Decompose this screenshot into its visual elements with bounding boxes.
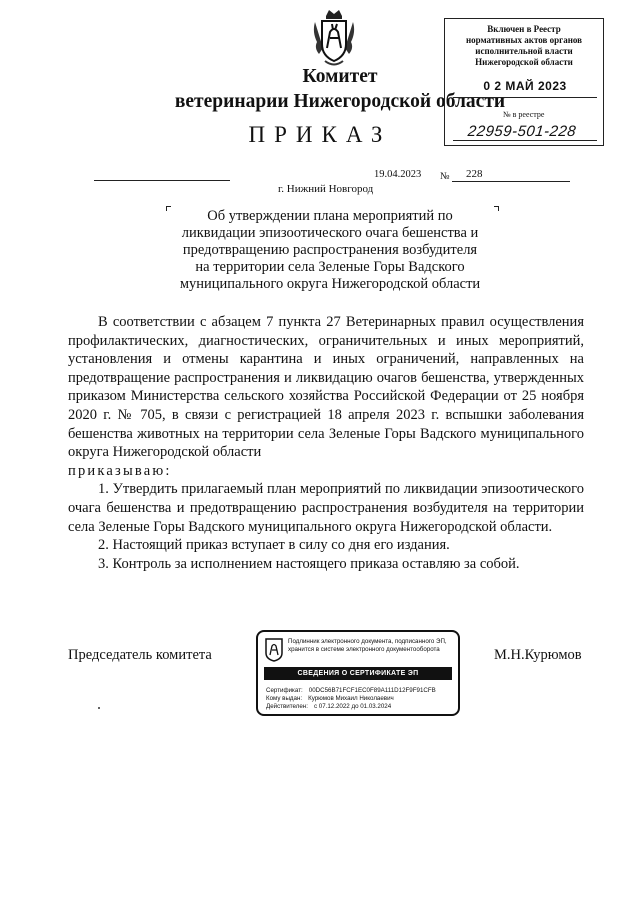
esign-valid-value: с 07.12.2022 до 01.03.2024 (313, 703, 392, 710)
signatory-position: Председатель комитета (68, 647, 212, 663)
order-body (68, 313, 584, 573)
subject-line: ликвидации эпизоотического очага бешенства и (181, 225, 479, 241)
subject-line: Об утверждении плана мероприятий по (207, 208, 453, 224)
esign-cert-label: Сертификат: (266, 687, 303, 694)
stamp-date: 0 2 МАЙ 2023 (483, 79, 567, 93)
city: г. Нижний Новгород (278, 183, 374, 195)
esign-certificate-header: СВЕДЕНИЯ О СЕРТИФИКАТЕ ЭП (264, 667, 452, 680)
subject-line: муниципального округа Нижегородской области (179, 276, 481, 292)
date-blank-line (94, 180, 230, 181)
order-subject (160, 208, 500, 293)
esign-cert-value: 00DC56B71FCF1EC0F89A111D12F9F91CFB (308, 687, 436, 694)
stamp-divider (453, 97, 597, 98)
order-item-1: 1. Утвердить прилагаемый план мероприятий по ликвидации эпизоотического очага бешенства и предотвращению распространения возбудителя на территории села Зеленые Горы Вадского муниципального округа Нижегородской области. (68, 481, 584, 535)
scan-speck (98, 707, 100, 709)
stamp-text-line: Нижегородской области (475, 57, 573, 67)
signatory-name: М.Н.Курюмов (494, 647, 582, 663)
stamp-text-line: исполнительной власти (475, 46, 573, 56)
order-word: приказываю: (68, 462, 172, 479)
organization-name-line2: ветеринарии Нижегородской области (174, 91, 506, 112)
stamp-underline (453, 140, 597, 141)
esign-note-line: Подлинник электронного документа, подписанного ЭП, (288, 638, 447, 645)
esign-certificate-row (266, 687, 436, 695)
esign-issued-row (266, 695, 394, 703)
coat-of-arms-icon (311, 8, 357, 68)
number-sign: № (440, 171, 450, 182)
esign-note (288, 638, 456, 653)
esign-issued-label: Кому выдан: (266, 695, 303, 702)
number-blank-line (452, 181, 570, 182)
order-date: 19.04.2023 (374, 169, 422, 180)
stamp-text-line: нормативных актов органов (465, 35, 583, 45)
registry-stamp (444, 18, 604, 146)
document-type-title: ПРИКАЗ (248, 122, 392, 147)
stamp-text-line: Включен в Реестр (487, 24, 561, 34)
stamp-registry-label: № в реестре (503, 110, 545, 119)
subject-line: на территории села Зеленые Горы Вадского (195, 259, 465, 275)
esign-valid-row (266, 703, 391, 711)
esign-issued-value: Курюмов Михаил Николаевич (308, 695, 394, 702)
electronic-signature-stamp (256, 630, 460, 716)
preamble-paragraph: В соответствии с абзацем 7 пункта 27 Ветеринарных правил осуществления профилактических, диагностических, ограничительных и иных мероприятий, установления и отмены карантина и иных ограничений, направленных на предотвращение распространения и ликвидацию очагов бешенства, утвержденных приказом Министерства сельского хозяйства Российской Федерации от 25 ноября 2020 г. № 705, в связи с регистрацией 18 апреля 2023 г. вспышки заболевания бешенства животных на территории села Зеленые Горы Вадского муниципального округа Нижегородской области (68, 314, 584, 461)
order-item-2: 2. Настоящий приказ вступает в силу со дня его издания. (98, 537, 450, 554)
esign-note-line: хранится в системе электронного документооборота (288, 645, 440, 653)
esign-valid-label: Действителен: (266, 703, 308, 710)
order-number: 228 (466, 168, 483, 180)
order-item-3: 3. Контроль за исполнением настоящего приказа оставляю за собой. (98, 555, 520, 572)
emblem-icon (265, 638, 283, 662)
organization-name-line1: Комитет (302, 66, 378, 87)
stamp-registry-number: 22959-501-228 (466, 123, 578, 140)
stamp-header (449, 24, 599, 68)
subject-line: предотвращению распространения возбудителя (182, 242, 478, 258)
